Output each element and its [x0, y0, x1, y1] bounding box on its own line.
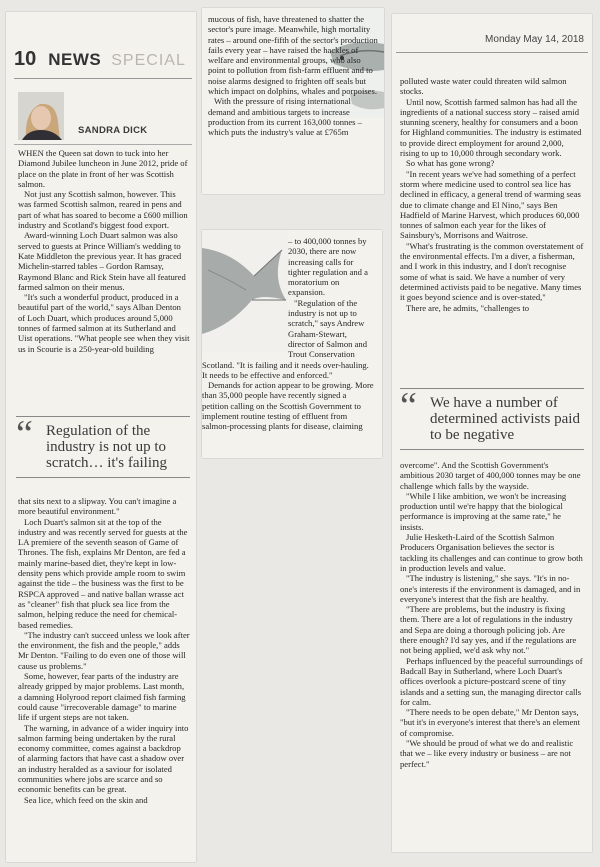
quote-mark-icon: “ — [400, 385, 417, 427]
column-3-bottom — [400, 460, 584, 769]
clipping-middle-bottom — [202, 230, 382, 458]
page-number: 10 — [14, 48, 37, 70]
paragraph: WHEN the Queen sat down to tuck into her Diamond Jubilee luncheon in June 2012, pride of place on the plate in front of her was Scottish salmon. — [18, 148, 188, 189]
paragraph: There are, he admits, "challenges to — [406, 302, 530, 313]
paragraph: Not just any Scottish salmon, however. This was farmed Scottish salmon, reared in pens and part of what has soared to become a £600 million industry and Scotland's biggest food export. — [18, 189, 188, 231]
pull-quote — [16, 413, 190, 478]
paragraph: that sits next to a slipway. You can't imagine a more beautiful environment." — [18, 496, 177, 517]
paragraph: "In recent years we've had something of a perfect storm where medicine used to control sea lice has declined in efficacy, a general trend of warming seas due to climate change and El Nino," says Ben Hadfield of Marine Harvest, which produces 60,000 tonnes of salmon each year for the likes of Sainsbury's, Morrisons and Waitrose. — [400, 168, 581, 241]
date-rule — [396, 52, 588, 53]
column-2-bottom — [202, 236, 374, 432]
paragraph: "The industry can't succeed unless we look after the environment, the fish and the people," adds Mr Denton. "Failing to do even one of those will cause us problems." — [18, 629, 190, 671]
paragraph: Perhaps influenced by the peaceful surroundings of Badcall Bay in Sutherland, where Loch Duart's offices overlook a picture-postcard scene of tiny islands and a setting sun, the managing director calls for calm. — [400, 655, 583, 707]
column-2-top — [208, 14, 378, 138]
paragraph: "There needs to be open debate," Mr Denton says, "but it's in everyone's interest that there's an element of compromise. — [400, 707, 580, 738]
column-3-top — [400, 76, 584, 313]
paragraph: Julie Hesketh-Laird of the Scottish Salmon Producers Organisation believes the sector is tackling its challenges and can continue to grow both in production levels and value. — [400, 532, 583, 573]
paragraph: mucous of fish, have threatened to shatter the sector's pure image. Meanwhile, high mortality rates – around one-fifth of the sector's production fails every year – have raised the hackles of welfare and environmental groups, who also point to pollution from fish-farm effluent and to noise alarms designed to frighten off seals but which impact on dolphins, whales and porpoises. — [208, 14, 378, 97]
quote-mark-icon: “ — [16, 413, 33, 455]
paragraph: So what has gone wrong? — [406, 158, 495, 169]
dateline: Monday May 14, 2018 — [485, 34, 584, 45]
paragraph: overcome". And the Scottish Government's ambitious 2030 target of 400,000 tonnes may be one challenge which falls by the wayside. — [400, 460, 581, 491]
paragraph: Until now, Scottish farmed salmon has had all the ingredients of a national success story – raised amid stunning scenery, healthy for consumers and a boon for Highland communities. The industry is estimated to provide direct employment for around 2,000, rising to up to 10,000 through secondary work. — [400, 96, 582, 159]
ghost-header-text: SPECIAL — [111, 52, 186, 69]
pull-quote-text: We have a number of determined activists paid to be negative — [430, 395, 580, 443]
clipping-right — [392, 14, 592, 852]
paragraph: "It's such a wonderful product, produced in a beautiful part of the world," says Alban Denton of Loch Duart, which produces around 5,000 tonnes of farmed salmon at its Sutherland and Uist operations. "What people see when they visit us in Scourie is a 250-year-old building — [18, 292, 190, 354]
byline: SANDRA DICK — [78, 125, 148, 136]
paragraph: Some, however, fear parts of the industry are already gripped by major problems. Last month, a damning Holyrood report claimed fish farming could cause "irrecoverable damage" to marine life if urgent steps are not taken. — [18, 671, 186, 723]
page-header — [14, 48, 196, 72]
paragraph: "We should be proud of what we do and realistic that we – like every industry or business – are not perfect." — [400, 738, 574, 769]
paragraph: "Regulation of the industry is not up to scratch," says Andrew Graham-Stewart, director of Salmon and Trout Conservation Scotland. "It is failing and it needs over-hauling. It needs to be effective and enforced." — [202, 297, 369, 380]
column-1-bottom — [18, 496, 190, 805]
paragraph: Award-winning Loch Duart salmon was also served to guests at Prince William's wedding to Kate Middleton the previous year. It has graced Michelin-starred tables – Gordon Ramsay, Raymond Blanc and Rick Stein have all featured farmed salmon on their menus. — [18, 230, 186, 292]
clipping-left — [6, 12, 196, 862]
paragraph: The warning, in advance of a wider inquiry into salmon farming being undertaken by the rural economy committee, comes against a backdrop of alarming factors that have cast a shadow over an industry heralded as a saviour for isolated communities where jobs are scarce and so economic benefits can be great. — [18, 722, 189, 795]
paragraph: With the pressure of rising international demand and ambitious targets to increase production from its current 163,000 tonnes – which puts the industry's value at £765m — [208, 96, 362, 138]
header-rule — [14, 78, 192, 79]
author-photo — [18, 92, 64, 140]
paragraph: – to 400,000 tonnes by 2030, there are now increasing calls for tighter regulation and a moratorium on expansion. — [288, 236, 368, 298]
paragraph: Demands for action appear to be growing. More than 35,000 people have recently signed a petition calling on the Scottish Government to implement routine testing of effluent from salmon-processing plants for disease, claiming — [202, 380, 374, 432]
clipping-middle-top — [202, 8, 384, 194]
paragraph: "What's frustrating is the common overstatement of the environmental effects. I'm a diver, a fisherman, and I work in this industry, and I don't recognise some of what is said. We have a number of very determined activists paid to be negative. Many times it goes beyond science and is over-stated," — [400, 240, 584, 303]
column-1-top — [18, 148, 190, 354]
section-label: NEWS — [48, 50, 102, 69]
paragraph: polluted waste water could threaten wild salmon stocks. — [400, 76, 567, 97]
paragraph: Sea lice, which feed on the skin and — [24, 794, 148, 805]
paragraph: Loch Duart's salmon sit at the top of the industry and was recently served for guests at the LA premiere of the seventh season of Game of Thrones. The fish, explains Mr Denton, are fed a mainly marine-based diet, they're kept in low-density pens which provide ample room to swim against the tide – the business was the first to be RSPCA approved – and native ballan wrasse act as "cleaner" fish that pluck sea lice from the salmon, helping reduce the need for chemical-based remedies. — [18, 516, 188, 630]
pull-quote-text: Regulation of the industry is not up to scratch… it's failing — [46, 423, 168, 471]
paragraph: "The industry is listening," she says. "It's in no-one's interests if the environment is damaged, and in everyone's interest that the fish are healthy. — [400, 573, 581, 604]
pull-quote — [400, 385, 584, 450]
paragraph: "While I like ambition, we won't be increasing production until we're happy that the biological performance is improving at the same rate," he insists. — [400, 490, 567, 532]
byline-rule — [14, 144, 192, 145]
paragraph: "There are problems, but the industry is fixing them. There are a lot of regulations in the industry and Sepa are doing a thorough policing job. Are there enough? I'd say yes, and if the regulations are not being applied, we'd ask why not." — [400, 604, 577, 656]
